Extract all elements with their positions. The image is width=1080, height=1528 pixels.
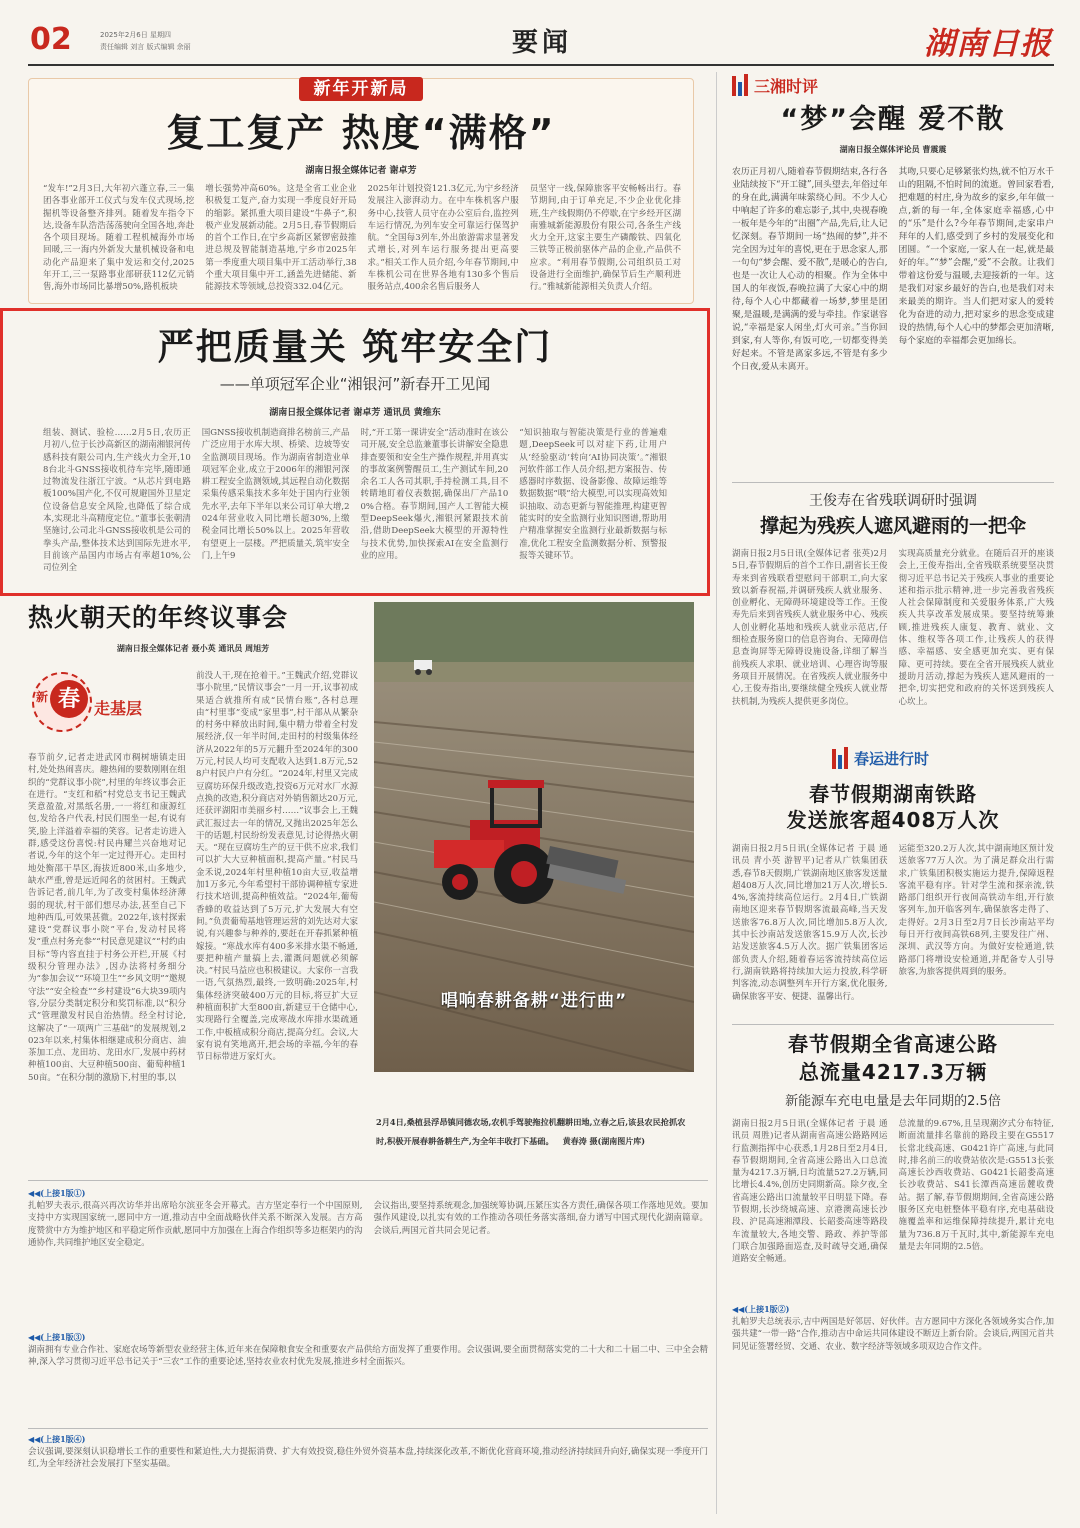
- headline-line2: 发送旅客超408万人次: [786, 808, 1000, 832]
- paragraph: 会议强调,要深刻认识稳增长工作的重要性和紧迫性,大力提振消费、扩大有效投资,稳住外贸外资基本盘,持续深化改革,不断优化营商环境,推动经济持续回升向好,确保实现一季度开门红,为全年经济社会发展打下坚实基础。: [28, 1447, 708, 1470]
- paragraph: 扎帕罗夫表示,很高兴再次访华并出席哈尔滨亚冬会开幕式。吉方坚定奉行一个中国原则,支持中方实现国家统一,愿同中方一道,推动吉中全面战略伙伴关系不断深入发展。吉方高度赞赏中方为维护地区和平稳定所作贡献,愿同中方加强在上海合作组织等多边框架内的沟通协作,共同维护地区安全稳定。: [28, 1201, 363, 1248]
- continued-head: ◀◀(上接1版③): [28, 1332, 86, 1342]
- paragraph: 农历正月初八,随着春节假期结束,各行各业陆续按下“开工键”,回头望去,年俗过年的身在此,满满年味萦绕心间。不少人心中响起了许多的难忘影子,其中,央视春晚一板年是今年的“出圈”产品,先后,让人记忆深刻。春节期间一场“热闹的梦”,并不完全因为过年的喜悦,更在于思念家人,那一句句“梦会醒、爱不散”,是暖心的告白,也是一次让人心动的相聚。作为全体中国人的年夜饭,春晚拉满了大家心中的期待,每个人心中都藏着一场梦,梦里是团聚,是温暖,是满满的爱与牵挂。作家谌容说,“幸福是家人闲坐,灯火可亲。”当你回到家,有人等你,有饭可吃,一切都变得美好起来。不管是离家多远,不管是有多少个日夜,爱从未离开。: [732, 167, 888, 372]
- paragraph: “发车!”2月3日,大年初六蓬立春,三一集团各事业部开工仪式与发车仪式现场,挖掘机等设备整齐排列。随着发车指令下达,设备车队浩浩荡荡驶向全国各地,奔赴各个项目现场。随着工程机械海外市场回暖,三一海内外新发大量机械设备和电动化产品迎来了集中发运和交付,2025年开工,三一泵路事业部研获112亿元销售,海外市场同比暴增50%,路机板块: [43, 184, 195, 293]
- editor-line: 责任编辑 刘言 版式编辑 余丽: [100, 43, 191, 51]
- column-bars-icon: [732, 74, 748, 96]
- article-body: [28, 1344, 708, 1422]
- article-body: [732, 166, 1054, 466]
- commentary-section: [732, 72, 1054, 474]
- paragraph: “知识抽取与智能决策是行业的普遍难题,DeepSeek可以对症下药,让用户从‘经验驱动’转向‘AI协同决策’。”湘银河软件部工作人员介绍,把方案报告、传感器时序数据、设备影像、故障运维等数据数据“喂”给大模型,可以实现高效知识抽取、动态更新与智能推理,构建更智能实时的安全监测行业知识图谱,帮助用户精准掌握安全监测行业最新数据与标准,优化工程安全监测数据分析、预警报报等关键环节。: [519, 428, 667, 561]
- photo-caption-title: 唱响春耕备耕“进行曲”: [440, 991, 628, 1011]
- headline: 撑起为残疾人遮风避雨的一把伞: [759, 515, 1026, 537]
- paper-logo: 湖南日报: [924, 26, 1052, 62]
- column-label: 春运进行时: [854, 749, 930, 768]
- headline-line1: 春节假期湖南铁路: [809, 782, 977, 806]
- kicker: 王俊寿在省残联调研时强调: [809, 493, 977, 509]
- paragraph: 湖南日报2月5日讯(全媒体记者 于晨 通讯员 周胜)记者从湖南省高速公路路网运行监测指挥中心获悉,1月28日至2月4日,春节假期期间,全省高速公路出入口总流量为4217.3万辆,日均流量527.2万辆,同比增长4.4%,创历史同期新高。除夕夜,全省高速公路出口流量较平日明显下降。春节假期,长沙绕城高速、京港澳高速长沙段、沪昆高速湘潭段、长韶娄高速等路段车流量较大,各地交警、路政、养护等部门联合加强路面巡查,及时疏导交通,确保道路安全畅通。: [732, 1119, 888, 1265]
- article-body: [43, 427, 667, 575]
- article-body: [43, 183, 681, 301]
- story-resume-work: [28, 78, 694, 304]
- column-bars-icon: [832, 747, 848, 769]
- paragraph: 湖南拥有专业合作社、家庭农场等新型农业经营主体,近年来在保障粮食安全和重要农产品供给方面发挥了重要作用。会议强调,要全面贯彻落实党的二十大和二十届二中、三中全会精神,深入学习贯彻习近平总书记关于“三农”工作的重要论述,坚持农业农村优先发展,推进乡村全面振兴。: [28, 1345, 708, 1368]
- paragraph: 前没人干,现在抢着干。”王魏武介绍,党群议事小院里,“民情议事会”一月一开,议事初成果适合就推所有成“民情台账”,各村总理由“村里事”变成“家里事”,村干部从从繁杂的村务中释放出时间,集中精力带着全村发展经济,仅一年半时间,走田村的村级集体经济从2022年的5万元翻升至2024年的300万元,村民人均可支配收入达到1.8万元,528户村民户户有分红。“2024年,村里又完成豆腐坊环保升级改造,投资6万元对水厂水源点换的改造,积分商店对外销售额达20万元,还获评湖阳市美丽乡村……”议事会上,王魏武汇报过去一年的情况,又抛出2025年怎么干的话题,村民纷纷发表意见,讨论得热火朝天。“现在豆腐坊生产的豆干供不应求,我们可以扩大大豆种植面积,提高产量。”村民马金禾说,2024年村里种植10亩大豆,收益增加1万多元,今年希望村干部协调种植专家进行技术培训,提高种植效益。“2024年,葡萄香蜂的收益达到了5万元,扩大发展大有空间。”负责葡萄基地管理运营的刘先达对大家说,有兴趣参与种养的,要赶在开春抓紧种植嫁接。“寒战水库有400多米排水渠不畅通,要把种植产量搞上去,灌溉问题就必须解决。”村民马益应也积极建议。大家你一言我一语,气氛热烈,最终,一致明确:2025年,村集体经济突破400万元的目标,将豆扩大豆种植面积扩大至800亩,新建豆干仓储中心,实现路行全覆盖,完成寒战水库排水渠疏通工作,中板植成积分商店,提高分红。会议,大家有说有笑地离开,把会场的幸福,今年的春节日标带进万家灯火。: [196, 671, 358, 1063]
- photo-caption: [376, 1110, 694, 1154]
- divider: [28, 1180, 708, 1181]
- article-body: [28, 752, 186, 1157]
- story-quality-highlight: [0, 308, 710, 596]
- tag-prefix: 新: [36, 690, 49, 704]
- paragraph: 增长强势冲高60%。这是全省工业企业积极复工复产,奋力实现一季度良好开局的缩影。紧抓重大项目建设“牛鼻子”,积极产业发展新动能。2月5日,春节假期后的首个工作日,在宁乡高新区紧锣密鼓推进总规及智能制造基地,宁乡市2025年第一季度重大项目集中开工活动举行,38个重大项目集中开工,涵盖先进储能、新能源技术等领域,总投资332.04亿元。: [205, 184, 357, 293]
- story-highway: [732, 1030, 1054, 1298]
- story-disabled-persons: [732, 490, 1054, 748]
- article-body: [28, 1446, 708, 1512]
- headline: 复工复产 热度“满格”: [166, 111, 556, 155]
- paragraph: 员坚守一线,保障旅客平安畅畅出行。春节期间,由于订单充足,不少企业优化排班,生产线假期仍不停歇,在宁乡经开区湖南雅城新能源股份有限公司,各条生产线火力全开,这家主要生产磷酸铁、四氧化三铁等正极前驱体产品的企业,产品供不应求。“利用春节假期,公司组织员工对设备进行全面维护,确保节后生产顺利进行。”雅城新能源相关负责人介绍。: [529, 184, 681, 293]
- paragraph: 实现高质量充分就业。在随后召开的座谈会上,王俊寿指出,全省残联系统要坚决贯彻习近平总书记关于残疾人事业的重要论述和指示批示精神,进一步完善我省残疾人社会保障制度和关爱服务体系,广大残疾人共享改革发展成果。要坚持统筹兼顾,推进残疾人康复、教育、就业、文体、维权等各项工作,让残疾人的获得感、幸福感、安全感更加充实、更有保障、更可持续。要在全省开展残疾人就业援助月活动,撑起为残疾人遮风避雨的一把伞,切实把党和政府的关怀送到残疾人心坎上。: [898, 549, 1054, 707]
- date-line: 2025年2月6日 星期四: [100, 31, 171, 39]
- paragraph: 会议指出,要坚持系统观念,加强统筹协调,压紧压实各方责任,确保各项工作落地见效。要加强作风建设,以扎实有效的工作推动各项任务落实落细,奋力谱写中国式现代化湖南篇章。会谈后,两国元首共同会见记者。: [373, 1201, 708, 1236]
- continued-block-4: [28, 1434, 708, 1514]
- paragraph: 组装、测试、验检……2月5日,农历正月初八,位于长沙高新区的湖南湘银河传感科技有限公司内,生产线火力全开,108台北斗GNSS接收机待车完毕,随即通过物流发往浙江宁波。“从芯片到电路板100%国产化,不仅可规避国外卫星定位设备信息安全风险,也降低了综合成本,实现北斗高精度定位。”董事长张朝清坚施讨,公司北斗GNSS接收机是公司的拳头产品,整体技术达到国际先进水平,目前该产品国内市场占有率超10%,公司位列全: [43, 428, 191, 574]
- column-tag-spring-transport: [832, 745, 1054, 771]
- continued-block-1: [28, 1188, 708, 1318]
- byline: 湖南日报全媒体记者 聂小英 通讯员 周旭芳: [116, 644, 270, 653]
- paragraph: 湖南日报2月5日讯(全媒体记者 于晨 通讯员 青小英 游智平)记者从广铁集团获悉,春节8天假期,广铁湖南地区旅客发送量超408万人次,同比增加21万人次,增长5.4%,客流持续高位运行。2月4日,广铁湖南地区迎来春节假期客流最高峰,当天发送旅客76.8万人次,同比增加5.8万人次,其中长沙南站发送旅客15.9万人次,长沙站发送旅客4.5万人次。据广铁集团客运部负责人介绍,随着春运客流持续高位运行,湖南铁路将持续加大运力投放,科学研判客流,动态调整列车开行方案,优化服务,确保旅客平安、便捷、温馨出行。: [732, 844, 888, 1002]
- article-body: [196, 670, 358, 1157]
- column-tag-commentary: [732, 72, 1054, 98]
- column-label: 三湘时评: [754, 76, 819, 96]
- divider: [732, 482, 1054, 483]
- article-body: [732, 1118, 1054, 1296]
- paragraph: 其吻,只要心足够紧张灼热,就不怕万水千山的阻隔,不怕时间的流逝。曾回家看看,把难题的村庄,身为故乡的家乡,年年做一点,新的每一年,全体家庭幸福感,心中的“乐”是什么?今年春节期间,走家串户拜年的人们,感受到了乡村的发展变化和团圆。“一个家庭,一家人在一起,就是最好的年。”“梦”会醒,“爱”不会散。让我们带着这份爱与温暖,去迎接新的一年。这是我们对家乡最好的告白,也是我们对未来最美的期许。当人们把对家人的爱转化为奋进的动力,把对家乡的思念变成建设的热情,每个人心中的梦都会更加清晰,每个家庭的幸福都会更加绵长。: [898, 167, 1054, 346]
- headline-line1: 春节假期全省高速公路: [788, 1032, 998, 1056]
- paragraph: 湖南日报2月5日讯(全媒体记者 张英)2月5日,春节假期后的首个工作日,副省长王俊寿来到省残联看望慰问干部职工,向大家致以新春祝福,并调研残疾人就业服务、创业孵化、无障碍环境建设等工作。王俊寿先后来到省残疾人就业服务中心、残疾人创业孵化基地和残疾人就业示范店,仔细检查服务窗口的信息咨询台、无障碍信息查询屏等无障碍设施设备,详细了解当前残疾人求职、就业培训、心理咨询等服务项目开展情况。在省残疾人就业服务中心,王俊寿指出,要继续健全残疾人就业帮扶机制,为残疾人提供更多岗位。: [732, 549, 888, 707]
- subheadline: 新能源车充电电量是去年同期的2.5倍: [785, 1094, 1001, 1109]
- article-body: [732, 1316, 1054, 1512]
- paragraph: 扎帕罗夫总统表示,吉中两国是好邻居、好伙伴。吉方愿同中方深化各领域务实合作,加强共建“一带一路”合作,推动吉中命运共同体建设不断迈上新台阶。会谈后,两国元首共同见证签署经贸、交通、农业、数字经济等领域多项双边合作文件。: [732, 1317, 1054, 1352]
- paragraph: 春节前夕,记者走进武冈市稠树塘镇走田村,处处热闹喜庆。趣热闹的要数刚刚在组织的“党群议事小院”,村里的年终议事会正在进行。“支红和稻”村党总支书记王魏武笑意盈盈,对黑纸名册,一一将红和康源红包,发给各户代表,村民们围坐一起,有说有笑,脸上洋溢着幸福的笑容。记者走访进入群,感受这份喜悦:村民冉耀兰兴奋地对记者说,今年的这个年一定过得开心。走田村地处衡邵干旱区,海拔近800米,山多地少,缺水严重,曾是远近闻名的贫困村。王魏武告诉记者,前几年,为了改变村集体经济薄弱的现状,村干部们想尽办法,甚至自己下地种西瓜,可效果甚微。2022年,该村探索建设“党群议事小院”平台,发动村民将发“重点村务充参”“村民意见建议”“村约由目标”等内容直挂于村务公开栏,开展《村级积分管理办法》,因办法将村务细分为“参加会议”“环境卫生”“乡风文明”“邀规守法”“安全检查”“乡村建设”6大块39项内容,分层分类制定积分和奖罚标准,以“积分式”管理激发村民自治热情。经全村讨论,这解决了“一项两广三基础”的发展规划,2023年以来,村集体相继建成积分商店、油茶加工点、龙田坊、龙田水厂,发展中药材种植100亩、大豆种植500亩、葡萄种植150亩。“在积分制的激励下,村里的事,以: [28, 753, 186, 1083]
- column-tag-grassroots: [30, 670, 170, 740]
- page-number: 02: [30, 22, 72, 57]
- headline-line2: 总流量4217.3万辆: [798, 1060, 988, 1084]
- headline: “梦”会醒 爱不散: [780, 104, 1006, 135]
- column-divider: [716, 72, 717, 1514]
- story-rail: [732, 745, 1054, 1020]
- byline: 湖南日报全媒体评论员 曹震震: [839, 145, 947, 154]
- article-body: [28, 1200, 708, 1316]
- spring-plowing-photo: [374, 602, 694, 1072]
- article-body: [732, 548, 1054, 744]
- tag-spring-char: 春: [50, 680, 88, 718]
- paragraph: 国GNSS接收机制造商排名榜前三,产品广泛应用于水库大坝、桥梁、边坡等安全监测项目现场。作为湖南省制造业单项冠军企业,成立于2006年的湘银河深耕工程安全监测领域,其远程自动化数据采集传感采集技术多年处于国内行业领先水平,去年下半年以来公司订单大增,2024年营业收入同比增长超30%,上缴税金同比增长50%以上。2025年营收有望更上一层楼。严把质量关,筑牢安全门,上午9: [201, 428, 350, 561]
- tag-label: 走基层: [94, 699, 143, 718]
- divider: [732, 1024, 1054, 1025]
- caption-credit: 黄春涛 摄(湖南图片库): [562, 1136, 646, 1146]
- continued-head: ◀◀(上接1版①): [28, 1188, 86, 1198]
- subheadline: ——单项冠军企业“湘银河”新春开工见闻: [219, 375, 491, 393]
- masthead: [28, 18, 1054, 66]
- headline: 严把质量关 筑牢安全门: [157, 327, 553, 368]
- banner-new-year: 新年开新局: [299, 77, 423, 101]
- paragraph: 运能至320.2万人次,其中湖南地区预计发送旅客77万人次。为了满足群众出行需求,广铁集团积极实施运力提升,保障返程客流平稳有序。针对学生流和探亲流,铁路部门组织开行夜间高铁动车组,开行旅客列车,加开临客列车,确保旅客走得了、走得好。2月3日至2月7日长沙南站平均每日开行夜间高铁68列,主要发往广州、深圳、武汉等方向。为做好安检通道,铁路部门将增设安检通道,并配备专人引导旅客,为旅客提供周到的服务。: [898, 844, 1054, 977]
- paragraph: 时,“开工第一课讲安全”活动准时在该公司开展,安全总监兼董事长讲解安全隐患排查要领和安全生产操作规程,并用真实的事故案例警醒员工,生产测试车间,20余名工人各司其职,手持检测工具,目不转睛地盯着仪表数据,确保出厂产品100%合格。春节期间,国产人工智能大模型DeepSeek爆火,湘银河紧跟技术前沿,借助DeepSeek大模型的开源特性与技术优势,加快探索AI在安全监测行业的应用。: [360, 428, 509, 561]
- continued-block-3: [28, 1332, 708, 1424]
- caption-text: 2月4日,桑植县浮昂镇同德农场,农机手驾驶拖拉机翻耕田地,立春之后,该县农民抢抓农时,积极开展春耕备耕生产,为全年丰收打下基础。: [376, 1117, 686, 1146]
- paragraph: 2025年计划投资121.3亿元,为宁乡经济发展注入澎湃动力。在中车株机客户服务中心,技管人员守在办公室后台,监控列车运行情况,为列车安全可靠运行保驾护航。“全国每3列车,外出旅游需求显著发式增长,对列车运行服务提出更高要求。”相关工作人员介绍,今年春节期间,中车株机公司在世界各地有130多个售后服务站点,400余名售后服务人: [367, 184, 519, 293]
- article-body: [732, 843, 1054, 1017]
- section-title: 要闻: [512, 28, 573, 58]
- byline: 湖南日报全媒体记者 谢卓芳: [305, 166, 417, 176]
- continued-head: ◀◀(上接1版②): [732, 1304, 790, 1314]
- headline-year-end-meeting: 热火朝天的年终议事会: [28, 603, 289, 632]
- continued-block-2: [732, 1304, 1054, 1514]
- divider: [28, 1428, 708, 1429]
- continued-head: ◀◀(上接1版④): [28, 1434, 86, 1444]
- paragraph: 总流量的9.67%,且呈现潮汐式分布特征,断面流量排名靠前的路段主要在G5517长常北线高速、G0421许广高速,与此同时,排名前三的收费站依次是:G5513长张高速长沙西收费站、G0421长韶娄高速长沙收费站、S41长潭西高速岳麓收费站。据了解,春节假期期间,全省高速公路服务区充电桩整体平稳有序,充电基础设施覆盖率和运维保障持续提升,累计充电量为736.8万千瓦时,其中,新能源车充电量是去年同期的2.5倍。: [898, 1119, 1054, 1252]
- byline: 湖南日报全媒体记者 谢卓芳 通讯员 黄维东: [269, 408, 441, 418]
